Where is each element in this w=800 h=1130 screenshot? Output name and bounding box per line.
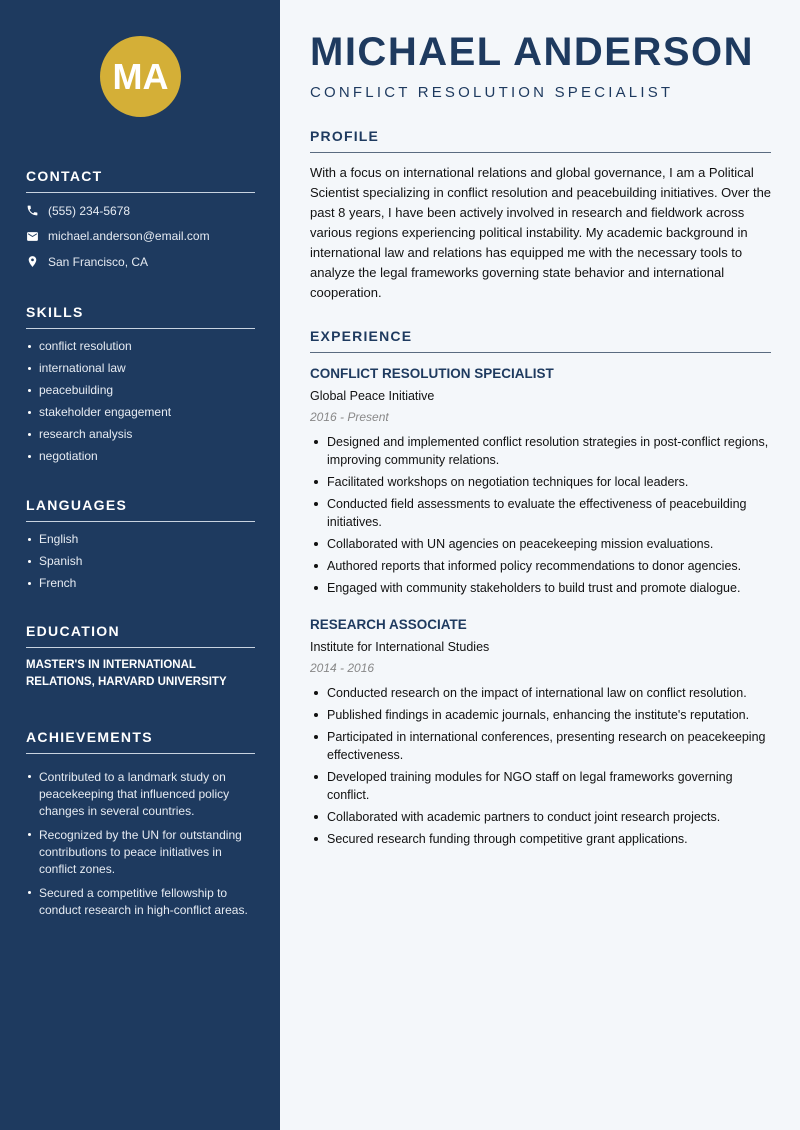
job-title: CONFLICT RESOLUTION SPECIALIST (310, 366, 554, 381)
job-bullet: Conducted field assessments to evaluate the effectiveness of peacebuilding initiatives. (310, 495, 771, 531)
job-bullet: Secured research funding through competitive grant applications. (310, 830, 771, 848)
education-heading: EDUCATION (26, 623, 255, 648)
skill-item: research analysis (26, 427, 255, 442)
contact-phone (26, 198, 255, 224)
skill-item: stakeholder engagement (26, 405, 255, 420)
job-bullet: Collaborated with academic partners to conduct joint research projects. (310, 808, 771, 826)
email-icon (26, 230, 39, 243)
skill-item: international law (26, 361, 255, 376)
contact-location (26, 249, 255, 275)
contact-section (26, 168, 255, 275)
skills-section (26, 304, 255, 471)
job-bullet: Published findings in academic journals, enhancing the institute's reputation. (310, 706, 771, 724)
job-bullet: Engaged with community stakeholders to build trust and promote dialogue. (310, 579, 771, 597)
languages-heading: LANGUAGES (26, 497, 255, 522)
avatar: MA (100, 36, 181, 117)
job-bullet: Collaborated with UN agencies on peacekeeping mission evaluations. (310, 535, 771, 553)
contact-email[interactable] (26, 224, 255, 250)
achievements-heading: ACHIEVEMENTS (26, 729, 255, 754)
job-company: Institute for International Studies (310, 640, 490, 654)
achievements-section (26, 729, 255, 926)
email-text: michael.anderson@email.com (48, 229, 210, 244)
languages-section (26, 497, 255, 598)
skill-item: negotiation (26, 449, 255, 464)
candidate-title: CONFLICT RESOLUTION SPECIALIST (310, 84, 674, 101)
language-item: French (26, 576, 255, 591)
job-entry (310, 617, 771, 852)
job-dates: 2014 - 2016 (310, 661, 375, 675)
phone-icon (26, 204, 39, 217)
phone-text: (555) 234-5678 (48, 203, 131, 218)
skill-item: peacebuilding (26, 383, 255, 398)
education-degree: MASTER'S IN INTERNATIONAL RELATIONS, HARVARD UNIVERSITY (26, 659, 227, 688)
achievement-item: Secured a competitive fellowship to conduct research in high-conflict areas. (26, 885, 255, 919)
language-item: English (26, 532, 255, 547)
job-bullet: Facilitated workshops on negotiation techniques for local leaders. (310, 473, 771, 491)
job-bullet: Authored reports that informed policy recommendations to donor agencies. (310, 557, 771, 575)
experience-heading: EXPERIENCE (310, 328, 771, 353)
job-dates: 2016 - Present (310, 410, 389, 424)
skills-heading: SKILLS (26, 304, 255, 329)
contact-heading: CONTACT (26, 168, 255, 193)
sidebar (0, 0, 280, 1130)
job-bullet: Conducted research on the impact of international law on conflict resolution. (310, 684, 771, 702)
location-text: San Francisco, CA (48, 254, 149, 269)
education-section (26, 623, 255, 691)
achievement-item: Contributed to a landmark study on peacekeeping that influenced policy changes in several countries. (26, 769, 255, 820)
candidate-name: MICHAEL ANDERSON (310, 30, 755, 74)
achievement-item: Recognized by the UN for outstanding contributions to peace initiatives in conflict zones. (26, 827, 255, 878)
profile-heading: PROFILE (310, 128, 771, 153)
job-bullet: Designed and implemented conflict resolution strategies in post-conflict regions, improving community relations. (310, 433, 771, 469)
job-bullet: Participated in international conferences, presenting research on peacekeeping effectiveness. (310, 728, 771, 764)
profile-text: With a focus on international relations and global governance, I am a Political Scientist specializing in conflict resolution and peacebuilding initiatives. Over the past 8 years, I have been actively involved in research and fieldwork across various regions experiencing political instability. My academic background in international law and relations has equipped me with the necessary tools to analyze the legal frameworks governing state behavior and international cooperation. (310, 165, 772, 300)
location-pin-icon (26, 255, 39, 268)
job-bullet: Developed training modules for NGO staff on legal frameworks governing conflict. (310, 768, 771, 804)
job-company: Global Peace Initiative (310, 389, 435, 403)
job-title: RESEARCH ASSOCIATE (310, 617, 467, 632)
job-entry (310, 366, 771, 601)
language-item: Spanish (26, 554, 255, 569)
skill-item: conflict resolution (26, 339, 255, 354)
